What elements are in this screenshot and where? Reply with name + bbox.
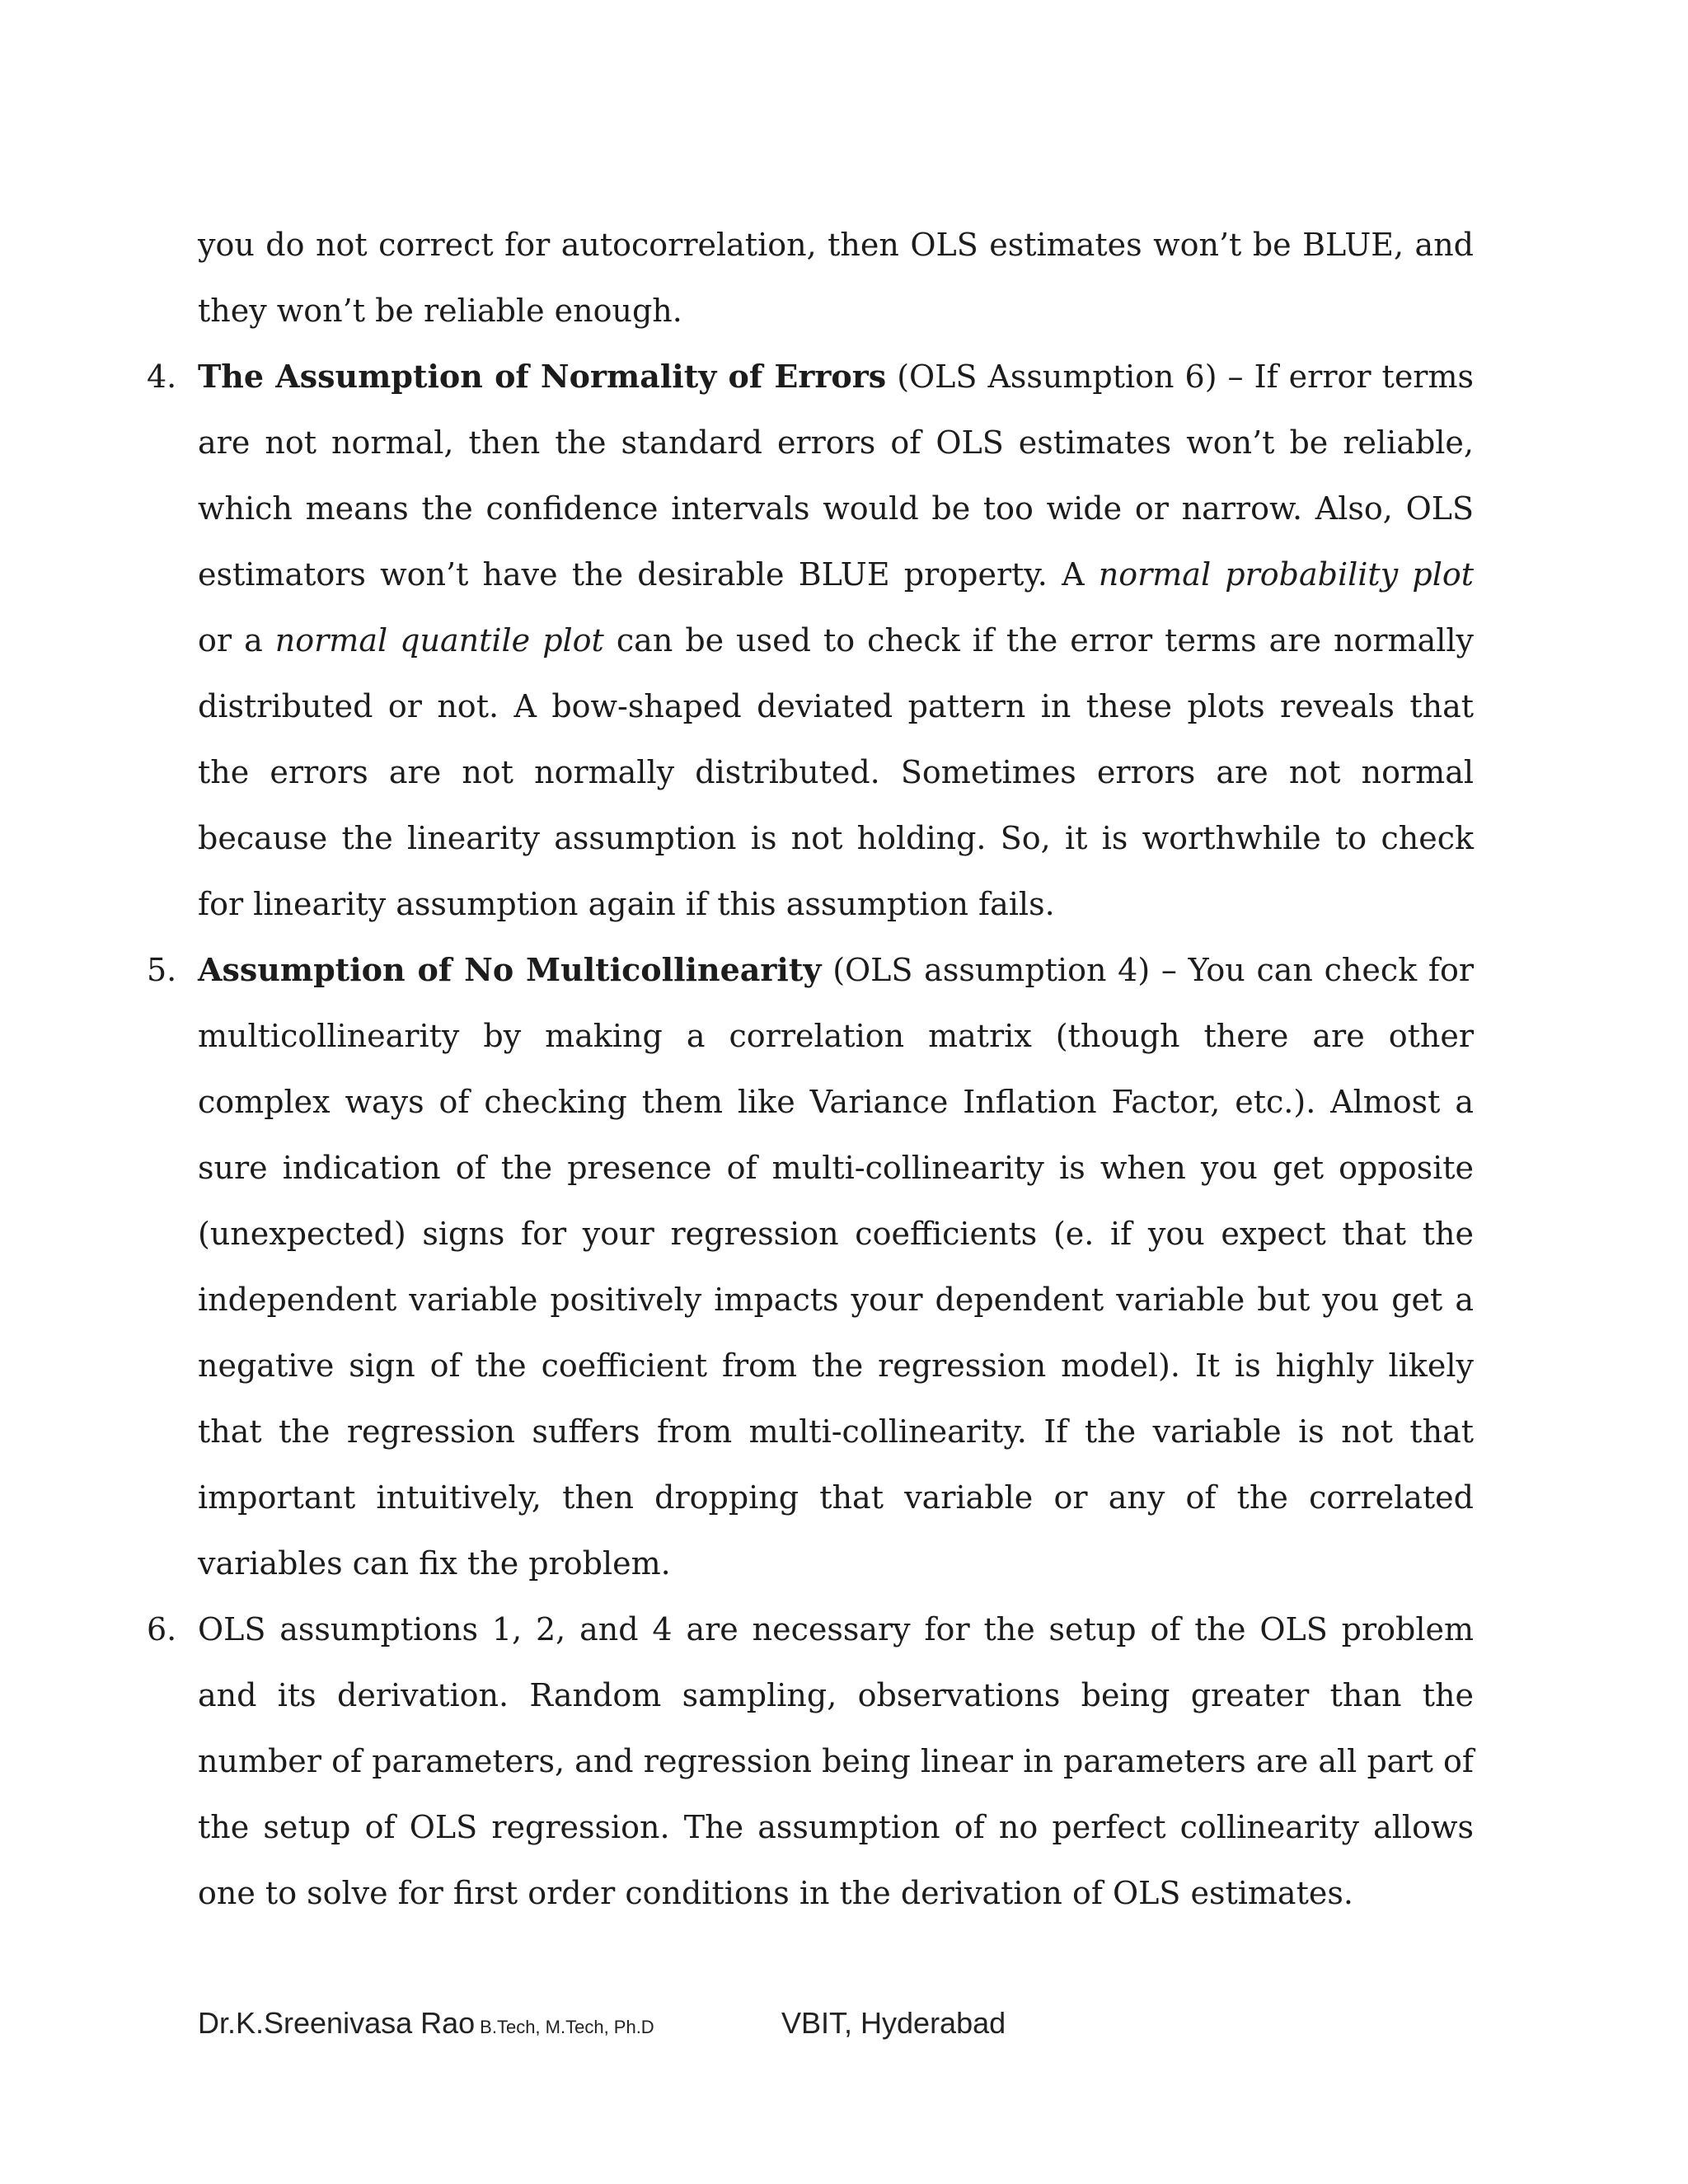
item-text: OLS assumptions 1, 2, and 4 are necessary for the setup of the OLS problem and its derivation. Random sampling, observations being greater than the number of parameters, and regression being linear in parameters are all part of the setup of OLS regression. The assumption of no perfect collinearity allows one to solve for first order conditions in the derivation of OLS estimates. — [198, 1611, 1474, 1911]
item-text: can be used to check if the error terms are normally distributed or not. A bow-shaped deviated pattern in these plots reveals that the errors are not normally distributed. Sometimes errors are not normal because the linearity assumption is not holding. So, it is worthwhile to check for linearity assumption again if this assumption fails. — [198, 622, 1475, 922]
continuation-text: you do not correct for autocorrelation, then OLS estimates won’t be BLUE, and they won’t be reliable enough. — [198, 227, 1474, 329]
list-number-5: 5. — [147, 952, 177, 988]
item-heading-normality: The Assumption of Normality of Errors — [198, 358, 887, 395]
item-heading-multicollinearity: Assumption of No Multicollinearity — [198, 951, 822, 988]
list-number-4: 4. — [147, 359, 177, 395]
item-italic-term: normal probability plot — [1098, 556, 1474, 593]
list-item-ols-setup — [198, 1596, 1474, 1926]
item-text: (OLS assumption 4) – You can check for multicollinearity by making a correlation matrix (though there are other complex ways of checking them like Variance Inflation Factor, etc.). Almost a sure indication of the presence of multi-collinearity is when you get opposite (unexpected) signs for your regression coefficients (e. if you expect that the independent variable positively impacts your dependent variable but you get a negative sign of the coefficient from the regression model). It is highly likely that the regression suffers from multi-collinearity. If the variable is not that important intuitively, then dropping that variable or any of the correlated variables can fix the problem. — [198, 952, 1474, 1582]
footer-author — [198, 1999, 654, 2048]
continuation-paragraph — [198, 212, 1474, 344]
item-text: or a — [198, 622, 275, 658]
list-item-normality — [198, 344, 1474, 937]
item-text: (OLS Assumption 6) – If error terms are not normal, then the standard errors of OLS estimates won’t be reliable, which means the confidence intervals would be too wide or narrow. Also, OLS estimators won’t have the desirable BLUE property. A — [198, 359, 1475, 593]
footer-author-name: Dr.K.Sreenivasa Rao — [198, 2006, 476, 2040]
footer-author-degrees: B.Tech, M.Tech, Ph.D — [480, 2017, 654, 2037]
item-italic-term: normal quantile plot — [274, 622, 604, 658]
footer-institution: VBIT, Hyderabad — [781, 2006, 1006, 2040]
list-item-multicollinearity — [198, 937, 1474, 1596]
list-number-6: 6. — [147, 1611, 177, 1647]
